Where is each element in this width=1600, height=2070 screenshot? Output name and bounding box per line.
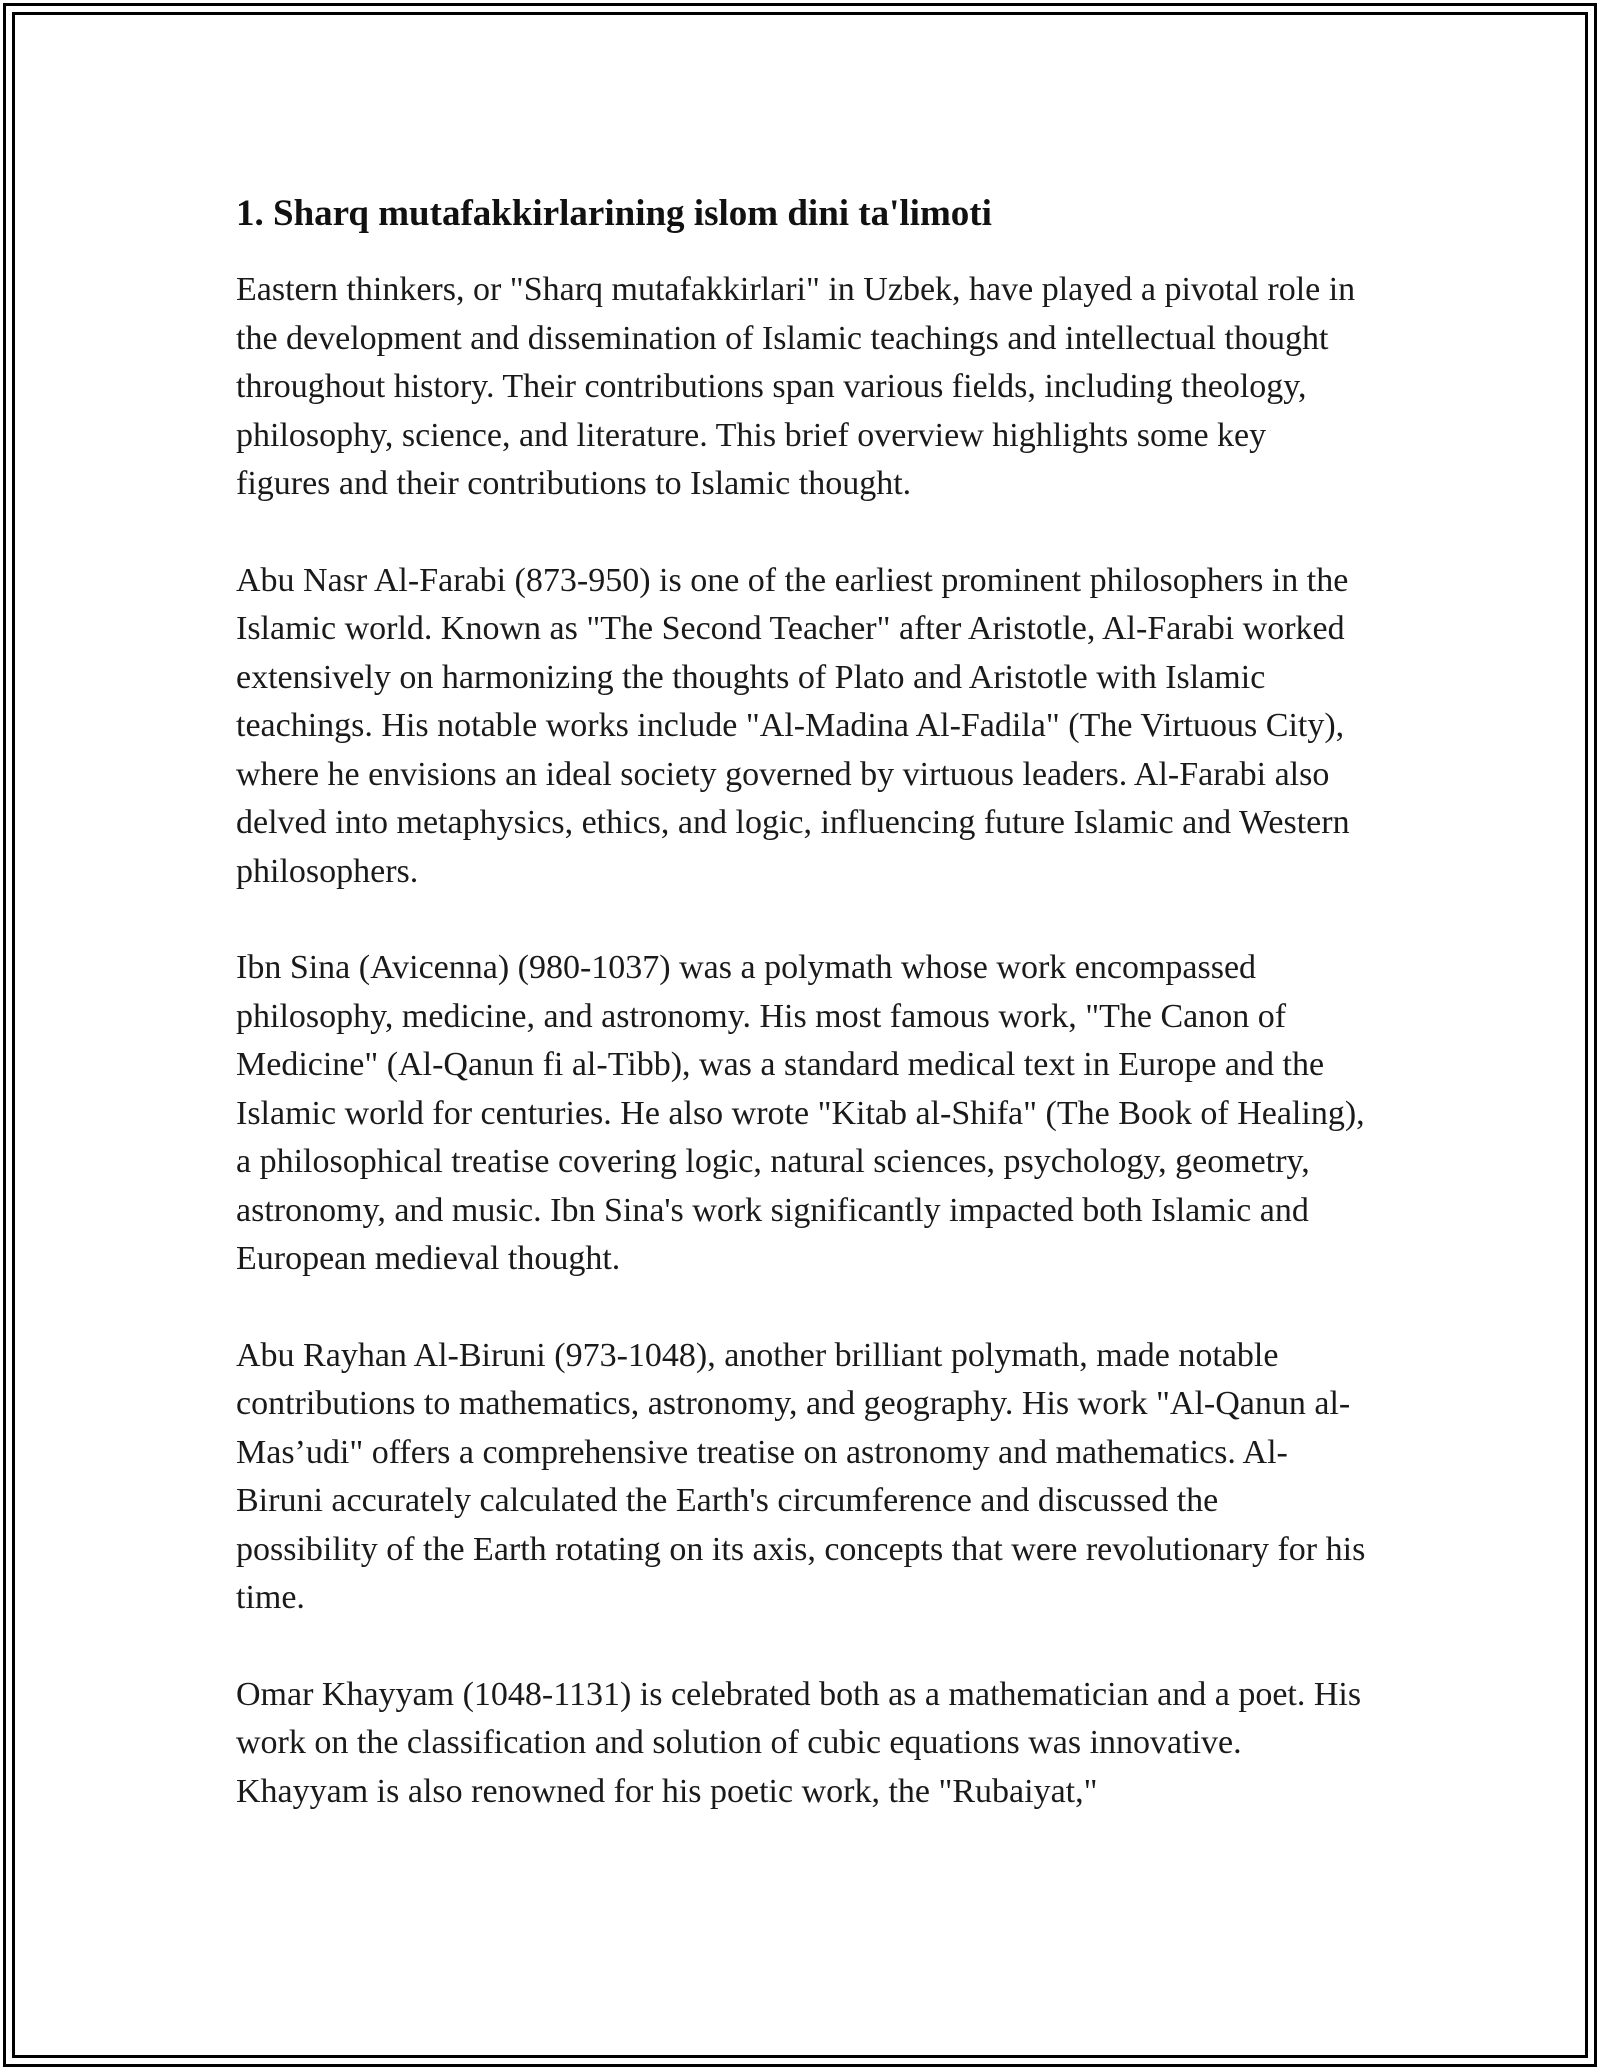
paragraph-al-biruni: Abu Rayhan Al-Biruni (973-1048), another brilliant polymath, made notable contributions to mathematics, astronomy, and geography. His work "Al-Qanun al-Mas’udi" offers a comprehensive treatise on astronomy and mathematics. Al-Biruni accurately calculated the Earth's circumference and discussed the possibility of the Earth rotating on its axis, concepts that were revolutionary for his time. xyxy=(236,1336,1366,1616)
paragraph-al-farabi: Abu Nasr Al-Farabi (873-950) is one of the earliest prominent philosophers in the Islamic world. Known as "The Second Teacher" after Aristotle, Al-Farabi worked extensively on harmonizing the thoughts of Plato and Aristotle with Islamic teachings. His notable works include "Al-Madina Al-Fadila" (The Virtuous City), where he envisions an ideal society governed by virtuous leaders. Al-Farabi also delved into metaphysics, ethics, and logic, influencing future Islamic and Western philosophers. xyxy=(236,561,1350,890)
section-heading: 1. Sharq mutafakkirlarining islom dini ta'limoti xyxy=(236,193,992,234)
document-body xyxy=(236,188,1366,1816)
paragraph-omar-khayyam: Omar Khayyam (1048-1131) is celebrated both as a mathematician and a poet. His work on the classification and solution of cubic equations was innovative. Khayyam is also renowned for his poetic work, the "Rubaiyat," xyxy=(236,1675,1362,1810)
paragraph-ibn-sina: Ibn Sina (Avicenna) (980-1037) was a polymath whose work encompassed philosophy, medicine, and astronomy. His most famous work, "The Canon of Medicine" (Al-Qanun fi al-Tibb), was a standard medical text in Europe and the Islamic world for centuries. He also wrote "Kitab al-Shifa" (The Book of Healing), a philosophical treatise covering logic, natural sciences, psychology, geometry, astronomy, and music. Ibn Sina's work significantly impacted both Islamic and European medieval thought. xyxy=(236,949,1365,1277)
paragraph-intro: Eastern thinkers, or "Sharq mutafakkirlari" in Uzbek, have played a pivotal role in the development and dissemination of Islamic teachings and intellectual thought throughout history. Their contributions span various fields, including theology, philosophy, science, and literature. This brief overview highlights some key figures and their contributions to Islamic thought. xyxy=(236,271,1356,502)
